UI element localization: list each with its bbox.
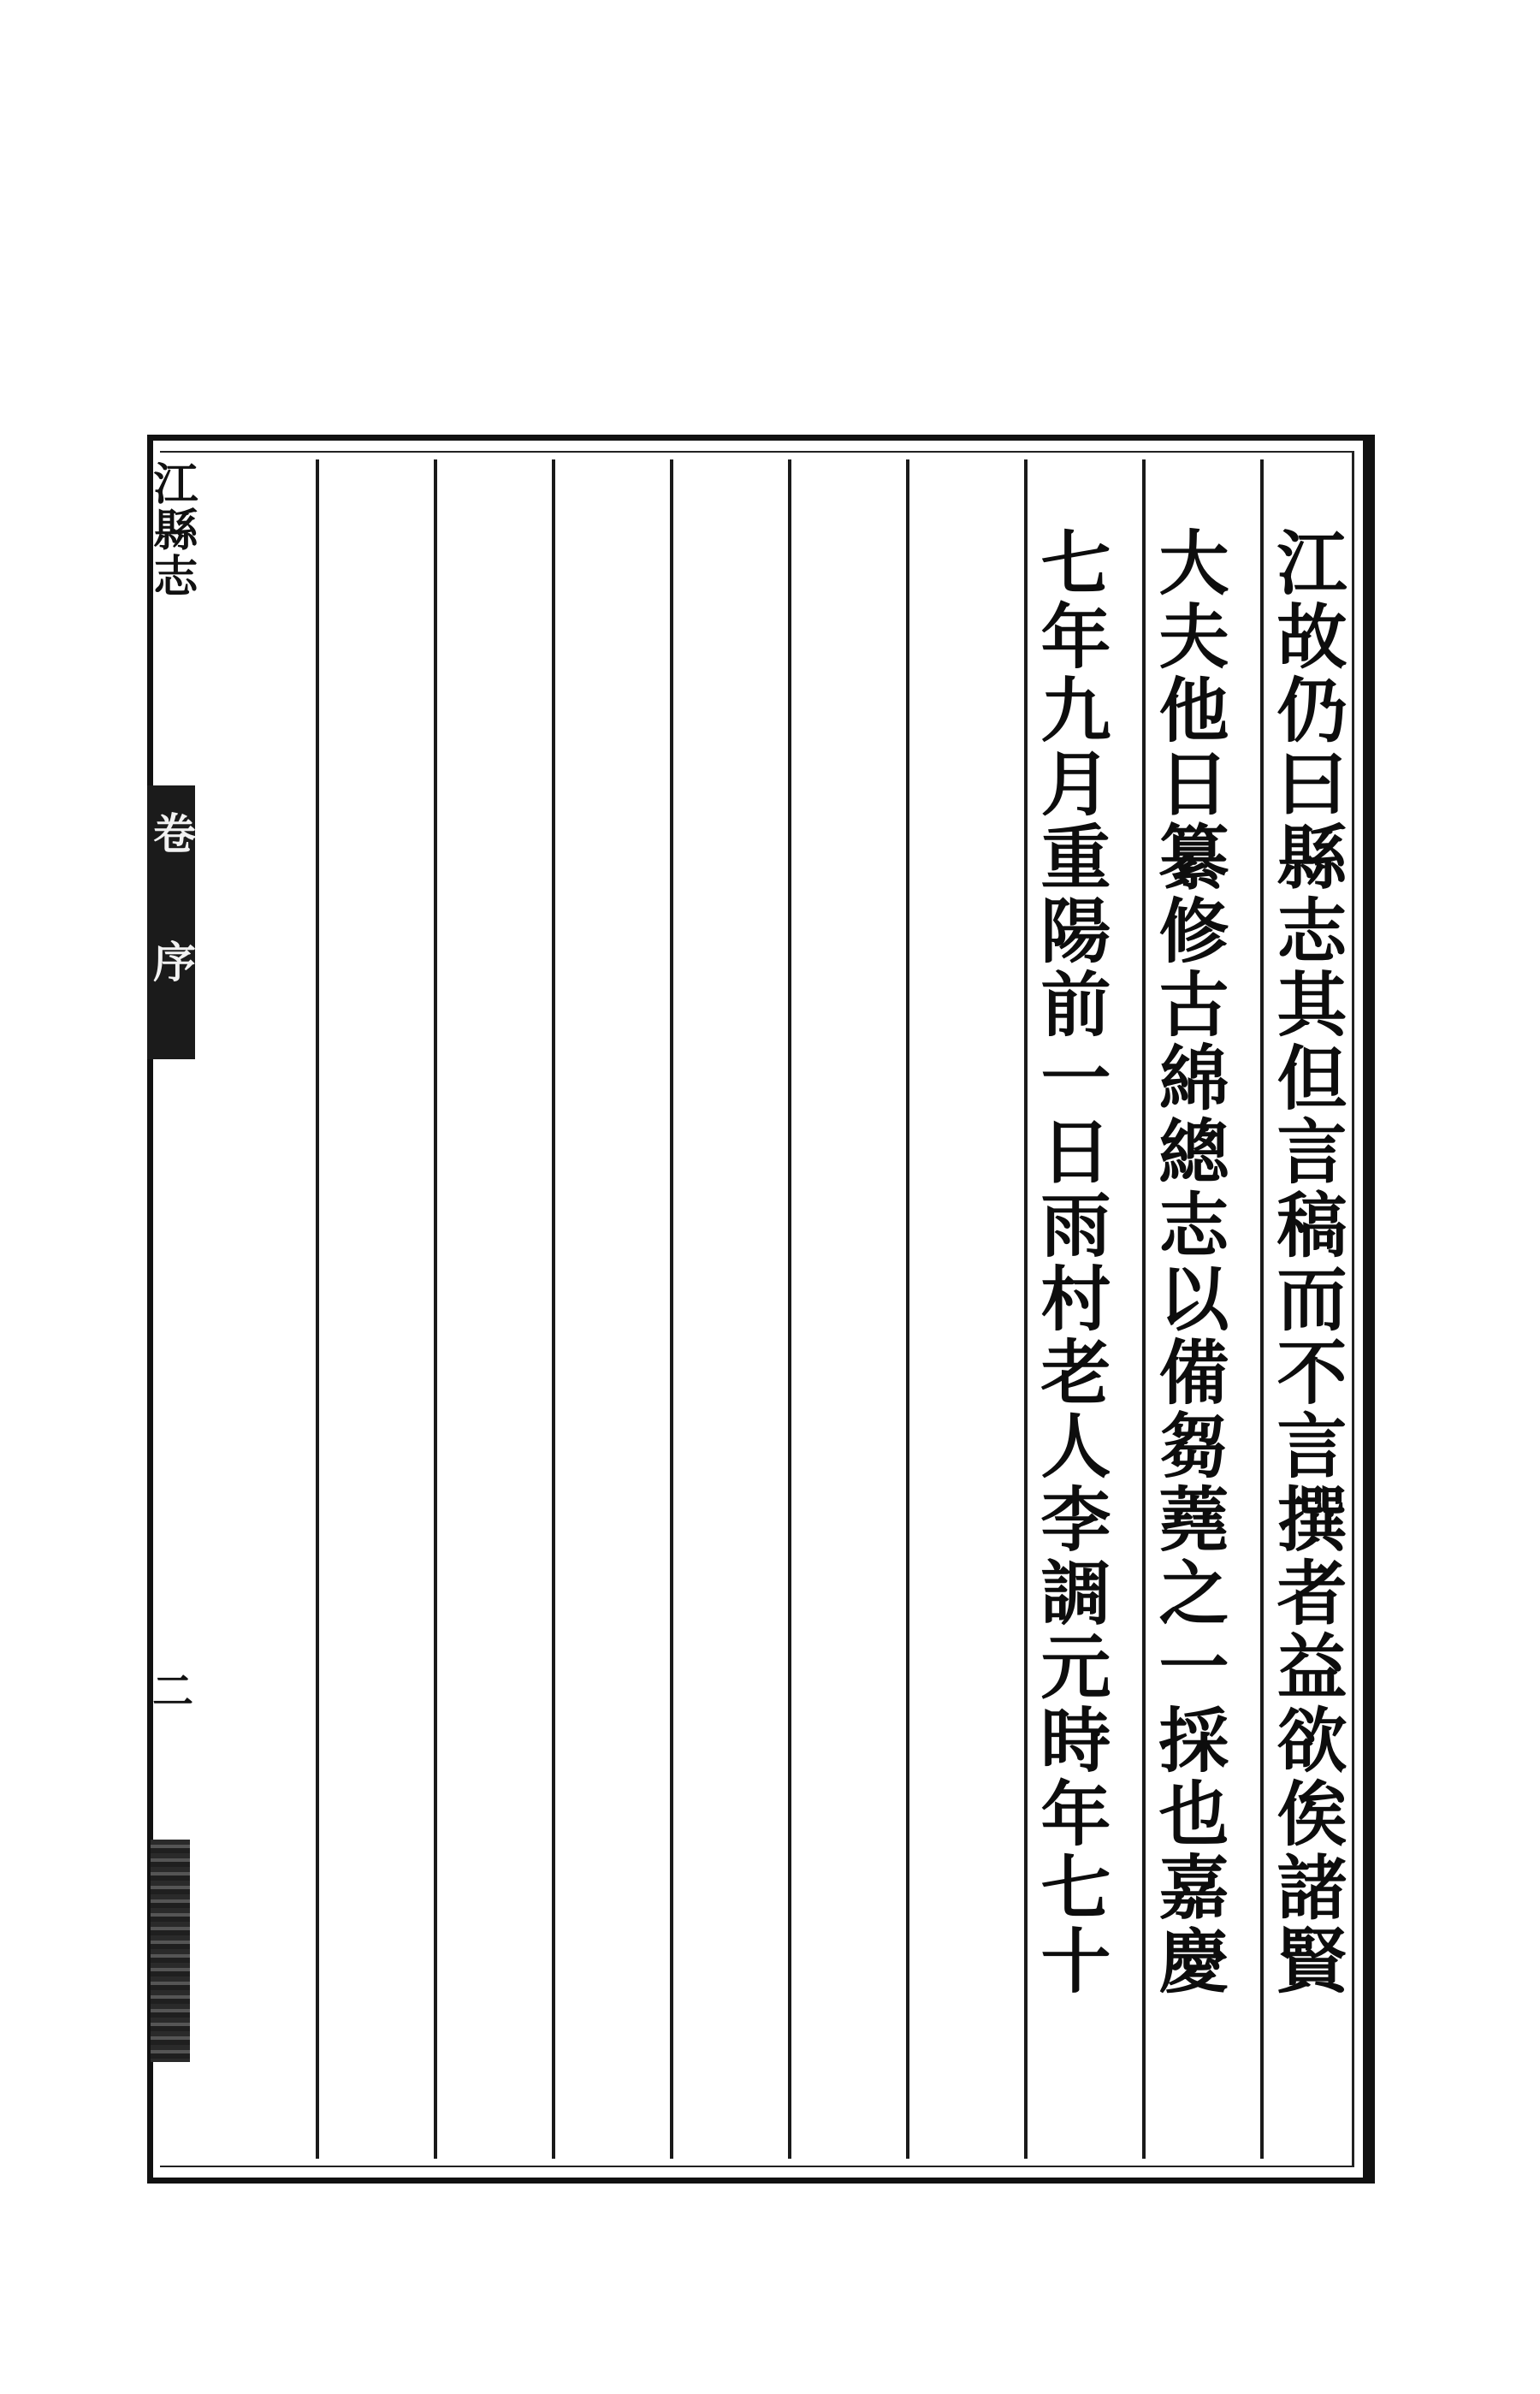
page-number: 二	[151, 1668, 193, 1716]
column-rule	[434, 459, 437, 2159]
text-column-2: 大夫他日纂修古綿總志以備芻蕘之一採也嘉慶	[1147, 526, 1229, 1998]
book-title: 江縣志	[145, 460, 198, 599]
worn-ink-patch	[151, 1840, 190, 2062]
column-rule	[1142, 459, 1146, 2159]
text-column-3: 七年九月重陽前一日雨村老人李調元時年七十	[1029, 526, 1111, 1998]
column-rule	[1260, 459, 1264, 2159]
column-rule	[788, 459, 791, 2159]
column-rule	[1024, 459, 1028, 2159]
column-rule	[552, 459, 555, 2159]
text-column-1: 江故仍曰縣志其但言稿而不言撰者益欲俟諸賢	[1265, 526, 1348, 1998]
column-rule	[670, 459, 673, 2159]
column-rule	[906, 459, 909, 2159]
column-rule	[316, 459, 319, 2159]
section-mark: 序	[146, 939, 197, 982]
section-label: 卷	[146, 811, 197, 854]
printed-frame	[147, 435, 1375, 2184]
